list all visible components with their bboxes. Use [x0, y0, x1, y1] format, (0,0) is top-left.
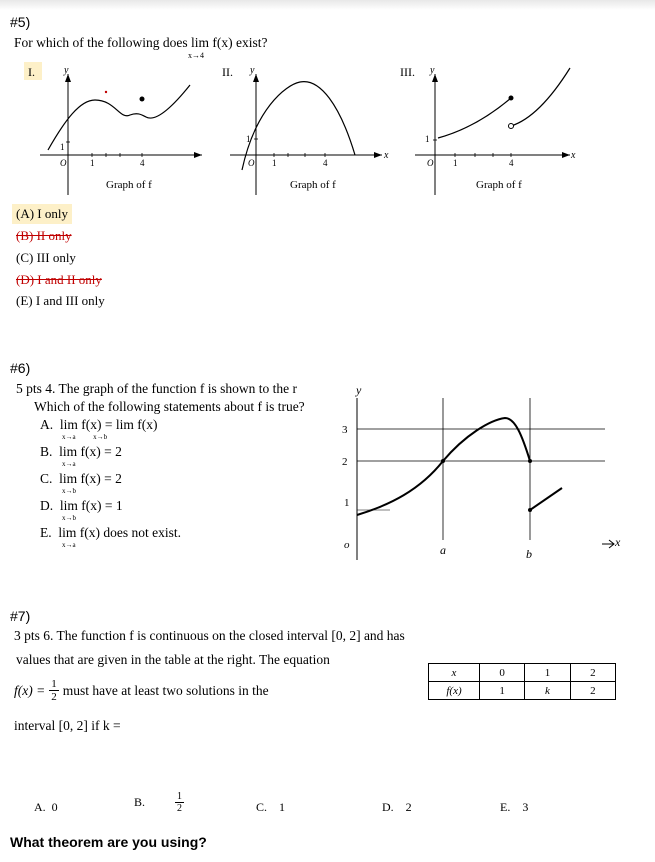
q5-option-a[interactable]: (A) I only	[12, 204, 72, 224]
q6-option-b-sub: x→a	[62, 460, 76, 468]
table-cell: 0	[480, 664, 525, 682]
graph-ii-y-label: y	[250, 65, 255, 76]
q7-choice-c-letter: C.	[256, 800, 268, 814]
graph-i	[20, 60, 210, 195]
q7-line2: values that are given in the table at the right. The equation	[16, 652, 330, 667]
graph-iii-left-branch	[438, 98, 511, 138]
q6-option-c-sub: x→b	[62, 487, 76, 495]
table-row	[429, 664, 616, 682]
graph-iii-tick-1y: 1	[425, 134, 430, 144]
table-cell: 2	[570, 664, 615, 682]
q7-choice-b-num: 1	[177, 791, 183, 802]
q5-lim-sub: x→4	[188, 51, 204, 60]
q7-choice-d-value: 2	[405, 800, 412, 814]
q6-graph-tick-2: 2	[342, 456, 348, 468]
q6-graph-tick-3: 3	[342, 424, 348, 436]
q7-eq-den: 2	[51, 691, 57, 703]
graph-i-tick-1y: 1	[60, 142, 65, 152]
q7-choice-a-value: 0	[51, 800, 58, 814]
graph-iii-origin: O	[427, 158, 434, 168]
q7-eq-rest: must have at least two solutions in the	[62, 682, 269, 698]
q6-graph-gridlines	[357, 398, 605, 540]
q7-choice-b-letter: B.	[134, 795, 146, 809]
q7-choice-e[interactable]	[500, 800, 528, 815]
q6-line2: Which of the following statements about f is true?	[34, 399, 305, 414]
q7-choice-e-letter: E.	[500, 800, 511, 814]
q6-graph	[330, 380, 630, 565]
graph-iii-y-label: y	[430, 65, 435, 76]
q6-option-c[interactable]	[40, 471, 122, 495]
graph-i-origin: O	[60, 158, 67, 168]
q6-graph-right-segment	[530, 488, 562, 510]
q7-choice-d-letter: D.	[382, 800, 394, 814]
graph-ii-curve	[242, 82, 355, 170]
table-cell: 1	[480, 682, 525, 700]
q6-graph-x-b: b	[526, 547, 532, 561]
q7-choice-a[interactable]	[34, 800, 58, 815]
q6-option-c-letter: C.	[40, 471, 53, 486]
q5-option-d[interactable]: (D) I and II only	[16, 272, 102, 287]
q7-choice-e-value: 3	[522, 800, 529, 814]
graph-i-tick-4x: 4	[140, 158, 145, 168]
q6-graph-point-a	[441, 459, 445, 463]
q7-choice-a-letter: A.	[34, 800, 46, 814]
q6-option-e-text: lim f(x) does not exist.	[58, 525, 181, 540]
q7-table	[428, 663, 616, 700]
q6-option-e-sub: x→a	[62, 541, 76, 549]
q6-option-a-letter: A.	[40, 417, 54, 432]
graph-ii	[210, 60, 395, 195]
q7-choice-d[interactable]	[382, 800, 412, 815]
q6-graph-tick-1: 1	[344, 497, 350, 509]
q6-option-d-letter: D.	[40, 498, 54, 513]
graph-ii-tick-4x: 4	[323, 158, 328, 168]
q7-choice-b[interactable]	[134, 791, 184, 814]
graph-iii-open-dot	[509, 124, 514, 129]
q6-option-e-letter: E.	[40, 525, 52, 540]
q6-option-d[interactable]	[40, 498, 123, 522]
graph-ii-caption: Graph of f	[290, 179, 336, 191]
table-cell: f(x)	[429, 682, 480, 700]
q6-graph-y-label: y	[356, 383, 362, 397]
q5-option-b[interactable]: (B) II only	[16, 228, 72, 243]
q6-graph-point-b-bottom	[528, 508, 532, 512]
graph-ii-x-arrow	[374, 152, 382, 158]
table-cell: k	[525, 682, 570, 700]
q6-number: #6)	[10, 360, 31, 376]
q6-option-e[interactable]	[40, 525, 181, 549]
graph-i-filled-dot	[140, 97, 145, 102]
table-row	[429, 682, 616, 700]
graph-i-y-label: y	[64, 65, 69, 76]
q7-line1: 3 pts 6. The function f is continuous on the closed interval [0, 2] and has	[14, 628, 405, 643]
q7-prompt: What theorem are you using?	[10, 834, 207, 850]
q5-option-e[interactable]: (E) I and III only	[16, 293, 105, 308]
graph-iii-filled-dot	[509, 96, 514, 101]
graph-iii-roman: III.	[400, 65, 415, 79]
graph-i-x-arrow	[194, 152, 202, 158]
q7-equation	[14, 678, 269, 703]
graph-ii-tick-1x: 1	[272, 158, 277, 168]
q7-choice-c-value: 1	[279, 800, 286, 814]
q7-eq-num: 1	[51, 678, 57, 690]
q6-option-c-text: lim f(x) = 2	[59, 471, 122, 486]
q6-graph-x-arrow	[602, 540, 614, 548]
q6-option-b[interactable]	[40, 444, 122, 468]
q6-line1: 5 pts 4. The graph of the function f is shown to the r	[16, 381, 297, 396]
graph-ii-x-label: x	[384, 150, 389, 161]
q5-question	[14, 35, 267, 51]
q6-graph-origin: o	[344, 539, 350, 551]
q7-choice-c[interactable]	[256, 800, 285, 815]
graph-ii-origin: O	[248, 158, 255, 168]
q7-eq-left: f(x) =	[14, 682, 46, 698]
graph-iii-x-arrow	[562, 152, 570, 158]
graph-i-curve	[48, 85, 190, 150]
q5-option-c[interactable]: (C) III only	[16, 250, 76, 265]
q6-option-b-letter: B.	[40, 444, 53, 459]
q6-graph-curve	[357, 418, 530, 515]
q6-graph-x-a: a	[440, 543, 446, 557]
q5-number: #5)	[10, 14, 31, 30]
q6-graph-point-b-top	[528, 459, 532, 463]
graph-ii-tick-1y: 1	[246, 134, 251, 144]
q7-choice-b-fraction	[175, 791, 184, 814]
table-cell: 1	[525, 664, 570, 682]
top-shadow-bar	[0, 0, 655, 10]
table-cell: 2	[570, 682, 615, 700]
graph-iii-caption: Graph of f	[476, 179, 522, 191]
q6-option-a[interactable]	[40, 417, 157, 441]
graph-iii	[390, 60, 590, 195]
q6-option-a-sub: x→a x→b	[62, 433, 108, 441]
q7-eq-fraction	[49, 678, 59, 703]
graph-i-caption: Graph of f	[106, 179, 152, 191]
table-cell: x	[429, 664, 480, 682]
q7-line4: interval [0, 2] if k =	[14, 718, 121, 733]
q6-option-b-text: lim f(x) = 2	[59, 444, 122, 459]
graph-iii-tick-1x: 1	[453, 158, 458, 168]
q6-option-d-sub: x→b	[62, 514, 76, 522]
graph-iii-right-branch	[511, 68, 570, 126]
q6-option-d-text: lim f(x) = 1	[59, 498, 123, 513]
graph-ii-roman: II.	[222, 65, 233, 79]
q7-choice-b-den: 2	[177, 803, 183, 814]
q5-question-text: For which of the following does lim f(x) exist?	[14, 35, 268, 50]
q7-number: #7)	[10, 608, 31, 624]
graph-iii-tick-4x: 4	[509, 158, 514, 168]
q6-graph-x-label: x	[615, 535, 621, 549]
graph-i-red-mark	[105, 91, 107, 93]
graph-i-roman: I.	[28, 65, 35, 79]
graph-i-tick-1x: 1	[90, 158, 95, 168]
q6-option-a-text: lim f(x) = lim f(x)	[59, 417, 158, 432]
graph-iii-x-label: x	[571, 150, 576, 161]
